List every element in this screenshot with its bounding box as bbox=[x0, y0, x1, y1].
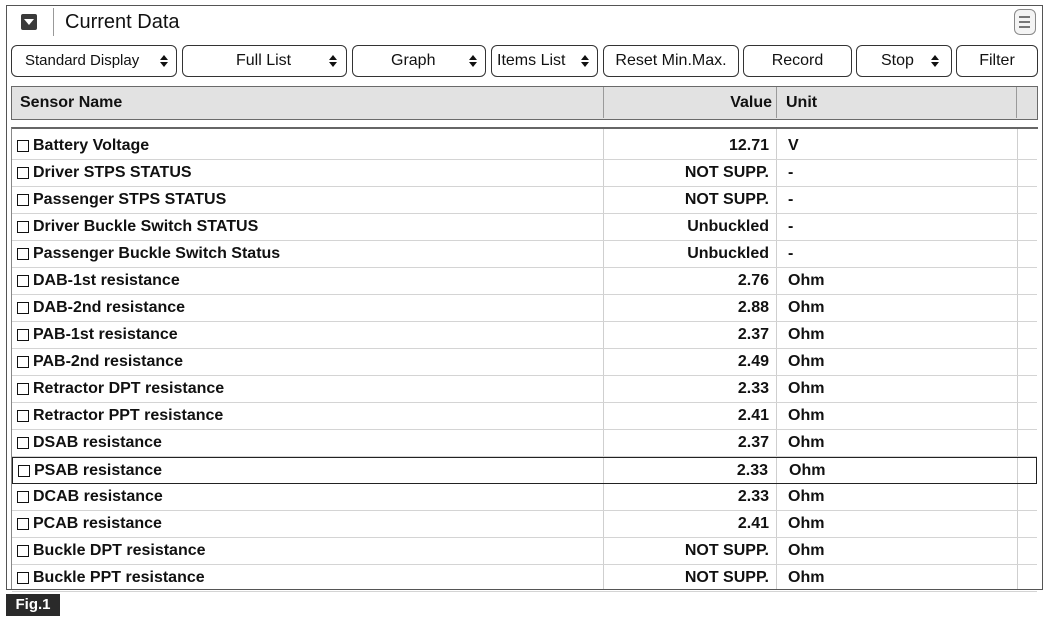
sensor-value: NOT SUPP. bbox=[684, 191, 769, 208]
checkbox-icon[interactable] bbox=[17, 221, 29, 233]
checkbox-icon[interactable] bbox=[17, 491, 29, 503]
record-label: Record bbox=[771, 52, 824, 69]
items-list-label: Items List bbox=[497, 52, 566, 69]
checkbox-icon[interactable] bbox=[17, 545, 29, 557]
table-row[interactable] bbox=[12, 295, 1037, 322]
sensor-unit: Ohm bbox=[788, 380, 825, 397]
sensor-name: DAB-2nd resistance bbox=[33, 299, 186, 316]
title-bar bbox=[7, 6, 1042, 38]
collapse-icon[interactable] bbox=[21, 14, 37, 30]
sensor-value: 2.41 bbox=[737, 515, 769, 532]
sensor-table-body bbox=[11, 127, 1038, 589]
reset-min-max-label: Reset Min.Max. bbox=[615, 52, 727, 69]
checkbox-icon[interactable] bbox=[17, 437, 29, 449]
sensor-unit: Ohm bbox=[788, 353, 825, 370]
sensor-name: Passenger STPS STATUS bbox=[33, 191, 227, 208]
table-row[interactable] bbox=[12, 214, 1037, 241]
sensor-name: Buckle DPT resistance bbox=[33, 542, 206, 559]
sensor-name: DAB-1st resistance bbox=[33, 272, 180, 289]
sensor-value: NOT SUPP. bbox=[684, 164, 769, 181]
sensor-unit: Ohm bbox=[788, 515, 825, 532]
sensor-unit: Ohm bbox=[788, 569, 825, 586]
checkbox-icon[interactable] bbox=[17, 356, 29, 368]
checkbox-icon[interactable] bbox=[17, 140, 29, 152]
sensor-unit: Ohm bbox=[788, 542, 825, 559]
sensor-value: Unbuckled bbox=[687, 218, 769, 235]
table-row[interactable] bbox=[12, 403, 1037, 430]
record-button[interactable] bbox=[743, 45, 852, 77]
checkbox-icon[interactable] bbox=[17, 383, 29, 395]
table-row[interactable] bbox=[12, 160, 1037, 187]
table-row[interactable] bbox=[12, 430, 1037, 457]
graph-select[interactable] bbox=[352, 45, 486, 77]
reset-min-max-button[interactable] bbox=[603, 45, 739, 77]
sensor-value: 2.49 bbox=[737, 353, 769, 370]
column-divider[interactable] bbox=[1016, 87, 1017, 118]
table-row[interactable] bbox=[12, 268, 1037, 295]
checkbox-icon[interactable] bbox=[17, 194, 29, 206]
sensor-name: Retractor PPT resistance bbox=[33, 407, 224, 424]
value-header[interactable]: Value bbox=[730, 94, 772, 111]
sensor-name: PAB-2nd resistance bbox=[33, 353, 183, 370]
title-separator bbox=[53, 8, 54, 36]
sensor-unit: Ohm bbox=[788, 488, 825, 505]
sensor-value: NOT SUPP. bbox=[684, 569, 769, 586]
sensor-name: PSAB resistance bbox=[34, 462, 163, 479]
stop-label: Stop bbox=[881, 52, 914, 69]
current-data-window bbox=[6, 5, 1043, 590]
sensor-name: Passenger Buckle Switch Status bbox=[33, 245, 281, 262]
table-row[interactable] bbox=[12, 133, 1037, 160]
table-header bbox=[11, 86, 1038, 120]
sensor-name: Driver STPS STATUS bbox=[33, 164, 192, 181]
sensor-name: PAB-1st resistance bbox=[33, 326, 178, 343]
standard-display-select[interactable] bbox=[11, 45, 177, 77]
table-row[interactable] bbox=[12, 187, 1037, 214]
sensor-value: 2.33 bbox=[736, 462, 768, 479]
sensor-unit: Ohm bbox=[788, 326, 825, 343]
checkbox-icon[interactable] bbox=[17, 275, 29, 287]
checkbox-icon[interactable] bbox=[17, 329, 29, 341]
table-row[interactable] bbox=[12, 538, 1037, 565]
sensor-value: 2.33 bbox=[737, 380, 769, 397]
table-row[interactable] bbox=[12, 241, 1037, 268]
spinner-arrows-icon bbox=[469, 55, 476, 67]
stop-select[interactable] bbox=[856, 45, 952, 77]
full-list-select[interactable] bbox=[182, 45, 347, 77]
sensor-name: Driver Buckle Switch STATUS bbox=[33, 218, 259, 235]
table-row[interactable] bbox=[12, 511, 1037, 538]
filter-label: Filter bbox=[979, 52, 1015, 69]
checkbox-icon[interactable] bbox=[17, 410, 29, 422]
sensor-name: Buckle PPT resistance bbox=[33, 569, 205, 586]
spinner-arrows-icon bbox=[931, 55, 938, 67]
checkbox-icon[interactable] bbox=[18, 465, 30, 477]
checkbox-icon[interactable] bbox=[17, 518, 29, 530]
checkbox-icon[interactable] bbox=[17, 572, 29, 584]
sensor-unit: Ohm bbox=[788, 434, 825, 451]
sensor-name: DCAB resistance bbox=[33, 488, 163, 505]
sensor-value: 2.41 bbox=[737, 407, 769, 424]
sensor-unit: Ohm bbox=[788, 272, 825, 289]
sensor-unit: - bbox=[788, 218, 794, 235]
spinner-arrows-icon bbox=[329, 55, 336, 67]
checkbox-icon[interactable] bbox=[17, 248, 29, 260]
items-list-select[interactable] bbox=[491, 45, 598, 77]
unit-header[interactable]: Unit bbox=[786, 94, 818, 111]
sensor-unit: - bbox=[788, 245, 794, 262]
spinner-arrows-icon bbox=[160, 55, 167, 67]
standard-display-label: Standard Display bbox=[25, 52, 140, 69]
table-row[interactable] bbox=[12, 349, 1037, 376]
window-title: Current Data bbox=[65, 11, 180, 33]
sensor-unit: - bbox=[788, 164, 794, 181]
checkbox-icon[interactable] bbox=[17, 167, 29, 179]
sensor-name-header[interactable]: Sensor Name bbox=[20, 94, 123, 111]
spinner-arrows-icon bbox=[581, 55, 588, 67]
figure-label: Fig.1 bbox=[6, 594, 60, 616]
sensor-name: Battery Voltage bbox=[33, 137, 150, 154]
graph-label: Graph bbox=[391, 52, 436, 69]
table-row[interactable] bbox=[12, 376, 1037, 403]
sensor-unit: V bbox=[788, 137, 799, 154]
sensor-value: 2.37 bbox=[737, 434, 769, 451]
sensor-value: Unbuckled bbox=[687, 245, 769, 262]
sensor-value: 2.33 bbox=[737, 488, 769, 505]
menu-icon[interactable] bbox=[1014, 9, 1036, 35]
checkbox-icon[interactable] bbox=[17, 302, 29, 314]
filter-button[interactable] bbox=[956, 45, 1038, 77]
column-divider[interactable] bbox=[776, 87, 777, 118]
full-list-label: Full List bbox=[236, 52, 292, 69]
sensor-name: PCAB resistance bbox=[33, 515, 162, 532]
sensor-unit: Ohm bbox=[789, 462, 826, 479]
sensor-value: 2.76 bbox=[737, 272, 769, 289]
sensor-name: Retractor DPT resistance bbox=[33, 380, 225, 397]
table-row[interactable] bbox=[12, 565, 1037, 592]
toolbar bbox=[7, 44, 1042, 78]
sensor-unit: - bbox=[788, 191, 794, 208]
sensor-value: 2.88 bbox=[737, 299, 769, 316]
sensor-unit: Ohm bbox=[788, 407, 825, 424]
sensor-value: NOT SUPP. bbox=[684, 542, 769, 559]
sensor-value: 2.37 bbox=[737, 326, 769, 343]
table-row[interactable] bbox=[12, 484, 1037, 511]
table-row[interactable] bbox=[12, 457, 1037, 484]
sensor-name: DSAB resistance bbox=[33, 434, 162, 451]
sensor-unit: Ohm bbox=[788, 299, 825, 316]
sensor-value: 12.71 bbox=[728, 137, 769, 154]
table-row[interactable] bbox=[12, 322, 1037, 349]
